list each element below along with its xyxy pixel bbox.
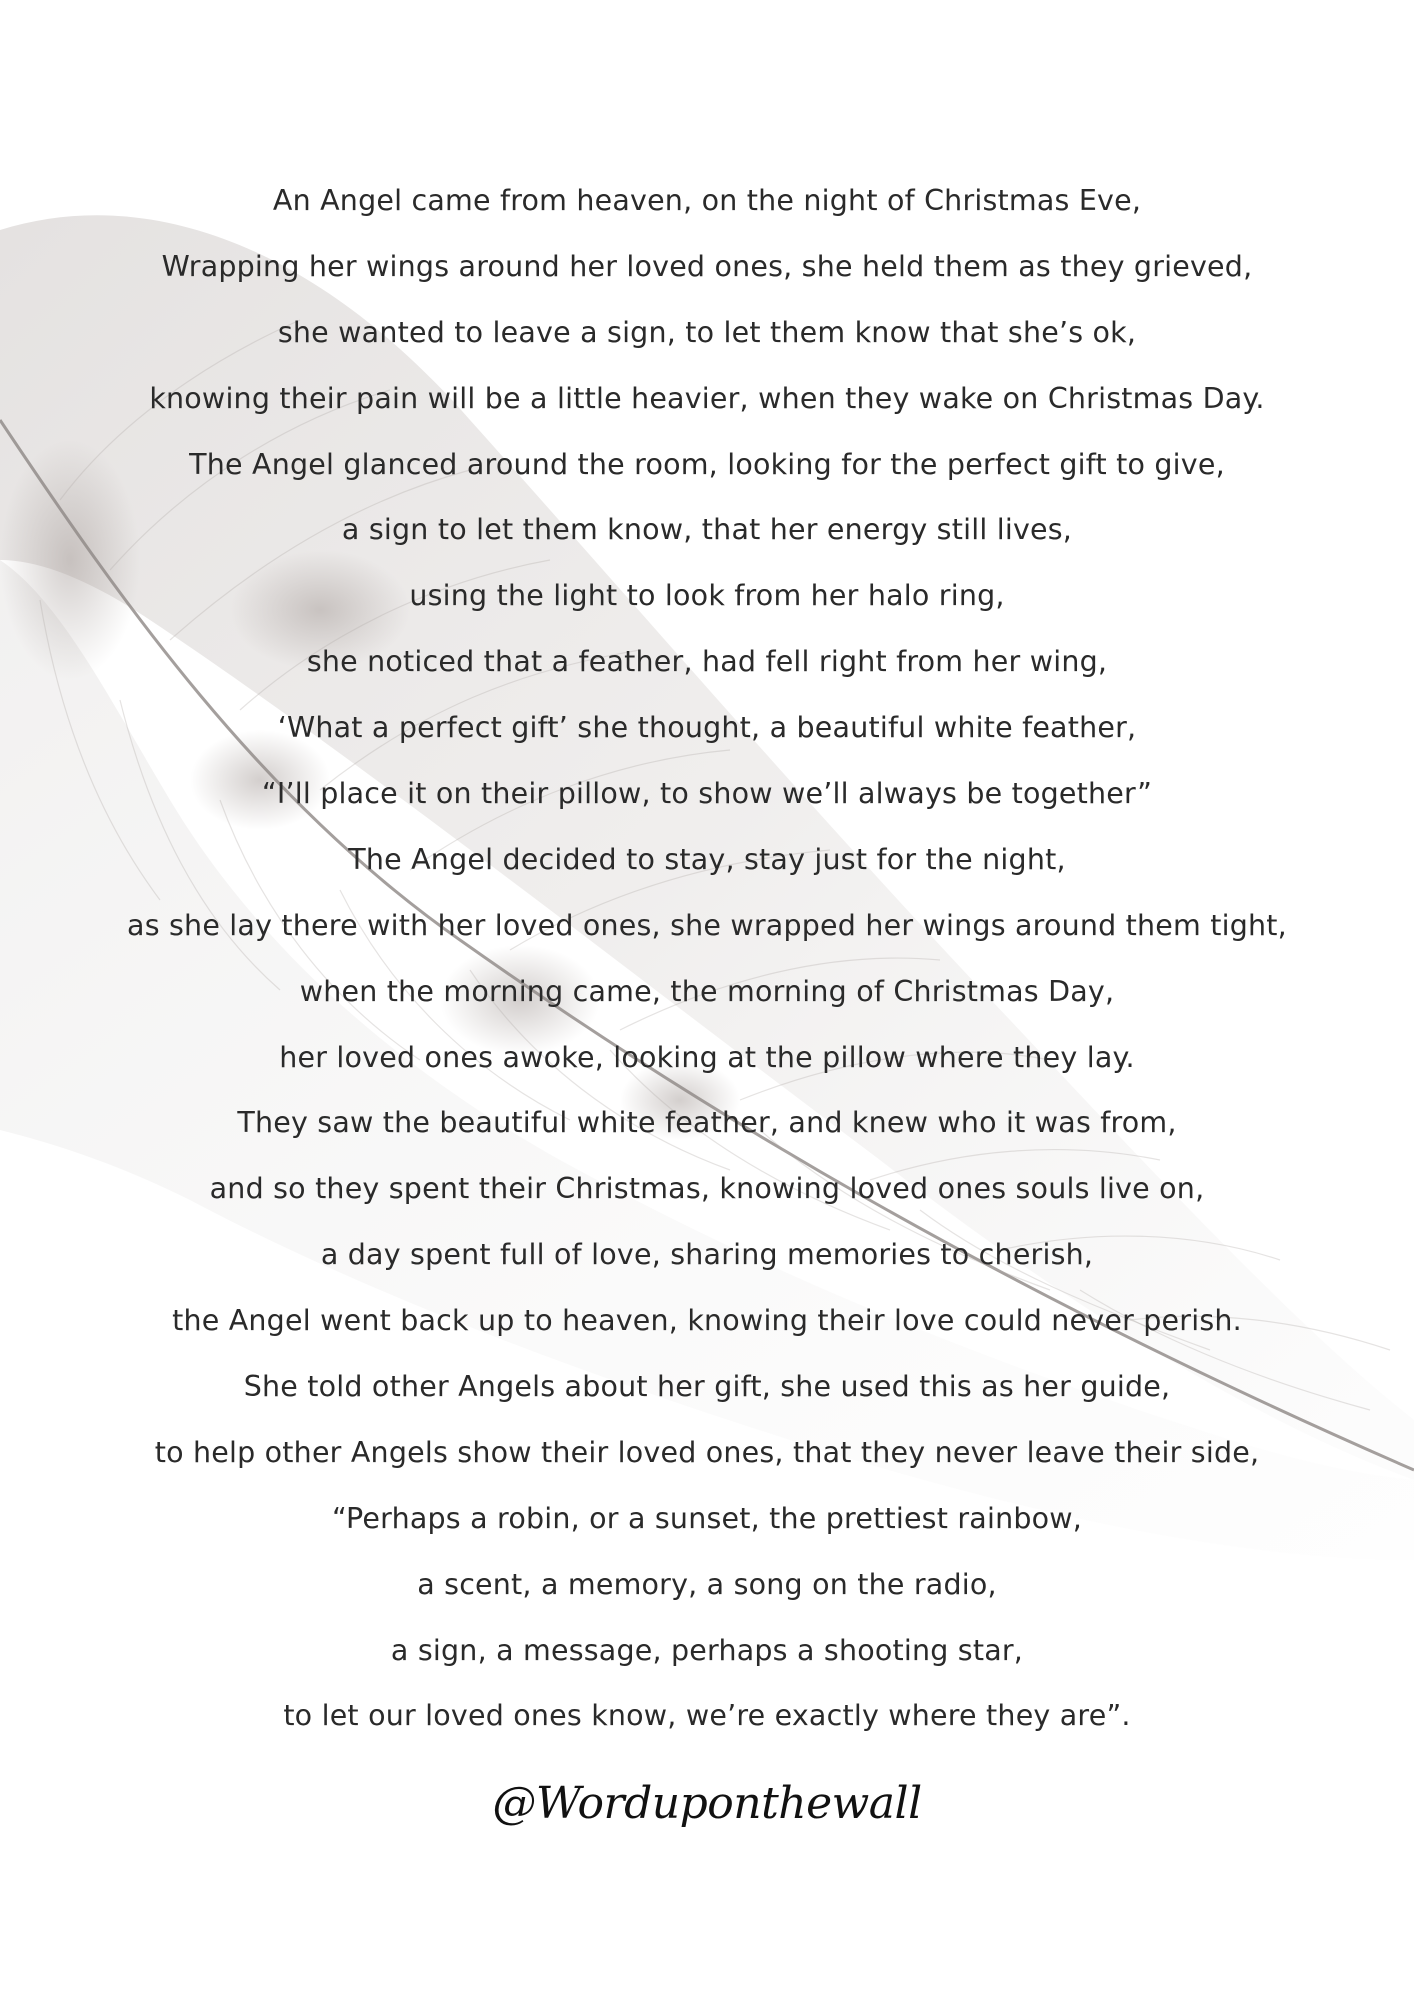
poem-line: a sign, a message, perhaps a shooting star,	[390, 1633, 1024, 1667]
author-signature: @Worduponthewall	[492, 1778, 922, 1829]
poem-line: and so they spent their Christmas, knowing loved ones souls live on,	[209, 1172, 1205, 1206]
poem-line: She told other Angels about her gift, she used this as her guide,	[243, 1370, 1171, 1404]
poem-line: “I’ll place it on their pillow, to show we’ll always be together”	[261, 777, 1153, 811]
poem-line: to help other Angels show their loved ones, that they never leave their side,	[154, 1435, 1260, 1469]
poem-line: she noticed that a feather, had fell right from her wing,	[306, 645, 1108, 679]
poem-line: a sign to let them know, that her energy still lives,	[341, 513, 1073, 547]
poem-line: using the light to look from her halo ring,	[409, 579, 1005, 613]
poem-line: An Angel came from heaven, on the night of Christmas Eve,	[272, 184, 1142, 217]
poem-line: when the morning came, the morning of Christmas Day,	[299, 974, 1115, 1008]
poem-line: a day spent full of love, sharing memories to cherish,	[320, 1238, 1094, 1272]
poem-text	[0, 176, 1414, 1757]
poem-line: her loved ones awoke, looking at the pillow where they lay.	[279, 1040, 1135, 1074]
poem-line: knowing their pain will be a little heavier, when they wake on Christmas Day.	[149, 381, 1265, 415]
poem-line: ‘What a perfect gift’ she thought, a beautiful white feather,	[277, 711, 1137, 745]
poem-line: the Angel went back up to heaven, knowing their love could never perish.	[172, 1304, 1242, 1338]
poem-line: Wrapping her wings around her loved ones, she held them as they grieved,	[161, 249, 1253, 283]
poem-line: “Perhaps a robin, or a sunset, the prettiest rainbow,	[331, 1501, 1083, 1535]
poem-line: she wanted to leave a sign, to let them know that she’s ok,	[277, 315, 1137, 349]
poem-line: to let our loved ones know, we’re exactly where they are”.	[283, 1699, 1131, 1733]
poem-line: The Angel decided to stay, stay just for the night,	[348, 842, 1066, 876]
poem-line: a scent, a memory, a song on the radio,	[417, 1567, 997, 1601]
poem-line: as she lay there with her loved ones, she wrapped her wings around them tight,	[127, 908, 1287, 942]
poem-line: The Angel glanced around the room, looking for the perfect gift to give,	[189, 447, 1225, 481]
poem-line: They saw the beautiful white feather, and knew who it was from,	[237, 1106, 1177, 1140]
